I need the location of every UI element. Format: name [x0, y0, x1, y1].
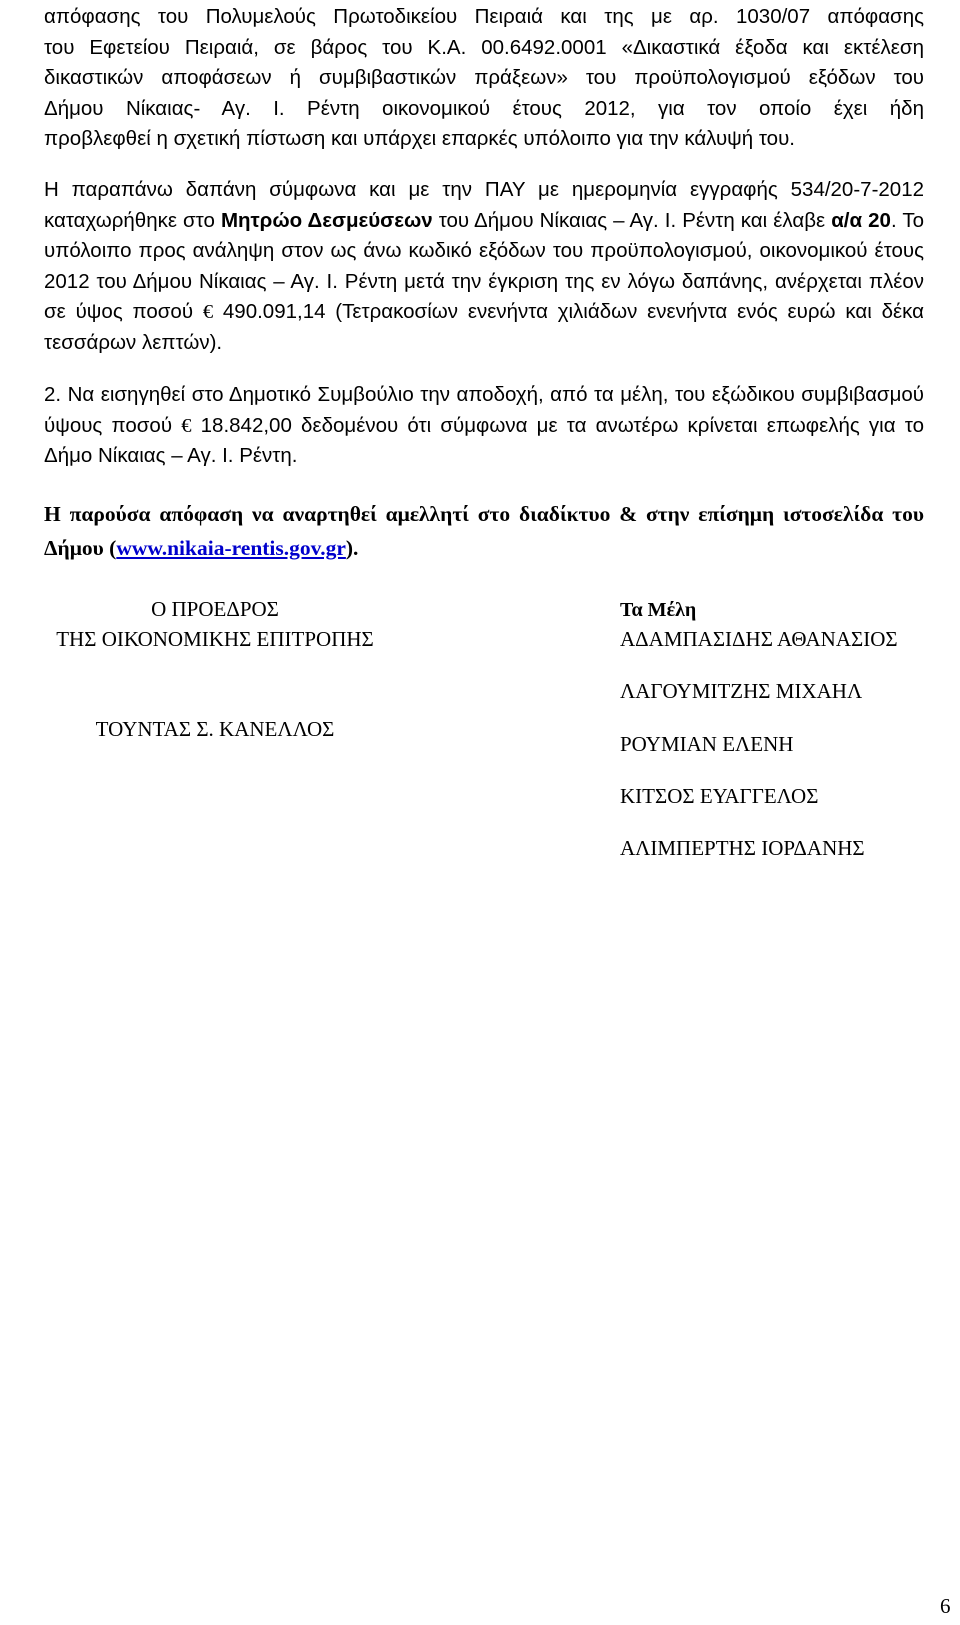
text: 490.091,14 (Τετρακοσίων ενενήντα χιλιάδων ενενήντα ενός ευρώ και δέκα τεσσάρων λεπτών).	[44, 300, 924, 354]
member-name: ΡΟΥΜΙΑΝ ΕΛΕΝΗ	[620, 732, 794, 756]
euro-sign: €	[181, 414, 192, 437]
commitment-paragraph	[44, 175, 924, 358]
member-name: ΑΛΙΜΠΕΡΤΗΣ ΙΟΡΔΑΝΗΣ	[620, 836, 865, 860]
text: 18.842,00 δεδομένου ότι σύμφωνα με τα ανωτέρω κρίνεται επωφελής για το Δήμο Νίκαιας – Αγ. Ι. Ρέντη.	[44, 413, 924, 467]
text-line: του Εφετείου Πειραιά, σε βάρος του Κ.Α. 00.6492.0001 «Δικαστικά έξοδα και εκτέλεση	[44, 35, 924, 59]
serial-number: α/α 20	[831, 208, 891, 232]
registry-name: Μητρώο Δεσμεύσεων	[220, 208, 433, 232]
recommendation-paragraph	[44, 380, 924, 472]
member-name: ΚΙΤΣΟΣ ΕΥΑΓΓΕΛΟΣ	[620, 784, 819, 808]
text: Η παρούσα απόφαση να αναρτηθεί αμελλητί στο διαδίκτυο & στην επίσημη ιστοσελίδα του Δήμου (	[44, 502, 924, 560]
publication-notice	[44, 497, 924, 565]
text-line: προβλεφθεί η σχετική πίστωση και υπάρχει επαρκές υπόλοιπο για την κάλυψή του.	[44, 127, 795, 150]
text-line: απόφασης του Πολυμελούς Πρωτοδικείου Πειραιά και της με αρ. 1030/07 απόφασης	[44, 5, 924, 28]
president-name: ΤΟΥΝΤΑΣ Σ. ΚΑΝΕΛΛΟΣ	[95, 717, 335, 741]
paragraph-continuation	[44, 2, 924, 155]
page-number: 6	[940, 1594, 951, 1618]
municipality-website-link[interactable]: www.nikaia-rentis.gov.gr	[116, 536, 346, 560]
text: Η παραπάνω δαπάνη σύμφωνα και με την ΠΑΥ με ημερομηνία εγγραφής 534/20-7-2012 καταχωρήθηκε στο	[44, 178, 924, 232]
euro-sign: €	[202, 301, 214, 323]
text: . Το υπόλοιπο προς ανάληψη στον ως άνω κωδικό εξόδων του προϋπολογισμού, οικονομικού έτους 2012 του Δήμου Νίκαιας – Αγ. Ι. Ρέντη μετά την έγκριση της εν λόγω δαπάνης, ανέρχεται πλέον σε ύψος ποσού	[44, 208, 924, 323]
committee-name: ΤΗΣ ΟΙΚΟΝΟΜΙΚΗΣ ΕΠΙΤΡΟΠΗΣ	[56, 627, 374, 651]
text: 2. Να εισηγηθεί στο Δημοτικό Συμβούλιο την αποδοχή, από τα μέλη, του εξώδικου συμβιβασμού ύψους ποσού	[44, 383, 924, 437]
member-name: ΛΑΓΟΥΜΙΤΖΗΣ ΜΙΧΑΗΛ	[620, 679, 863, 703]
members-heading: Τα Μέλη	[620, 599, 697, 621]
text-line: δικαστικών αποφάσεων ή συμβιβαστικών πράξεων» του προϋπολογισμού εξόδων του	[44, 66, 924, 89]
text-line: Δήμου Νίκαιας- Αγ. Ι. Ρέντη οικονομικού έτους 2012, για τον οποίο έχει ήδη	[44, 96, 924, 120]
text: του Δήμου Νίκαιας – Αγ. Ι. Ρέντη και έλαβε	[432, 208, 832, 232]
president-title: Ο ΠΡΟΕΔΡΟΣ	[151, 597, 279, 621]
member-name: ΑΔΑΜΠΑΣΙΔΗΣ ΑΘΑΝΑΣΙΟΣ	[620, 627, 898, 651]
text: ).	[345, 536, 359, 560]
